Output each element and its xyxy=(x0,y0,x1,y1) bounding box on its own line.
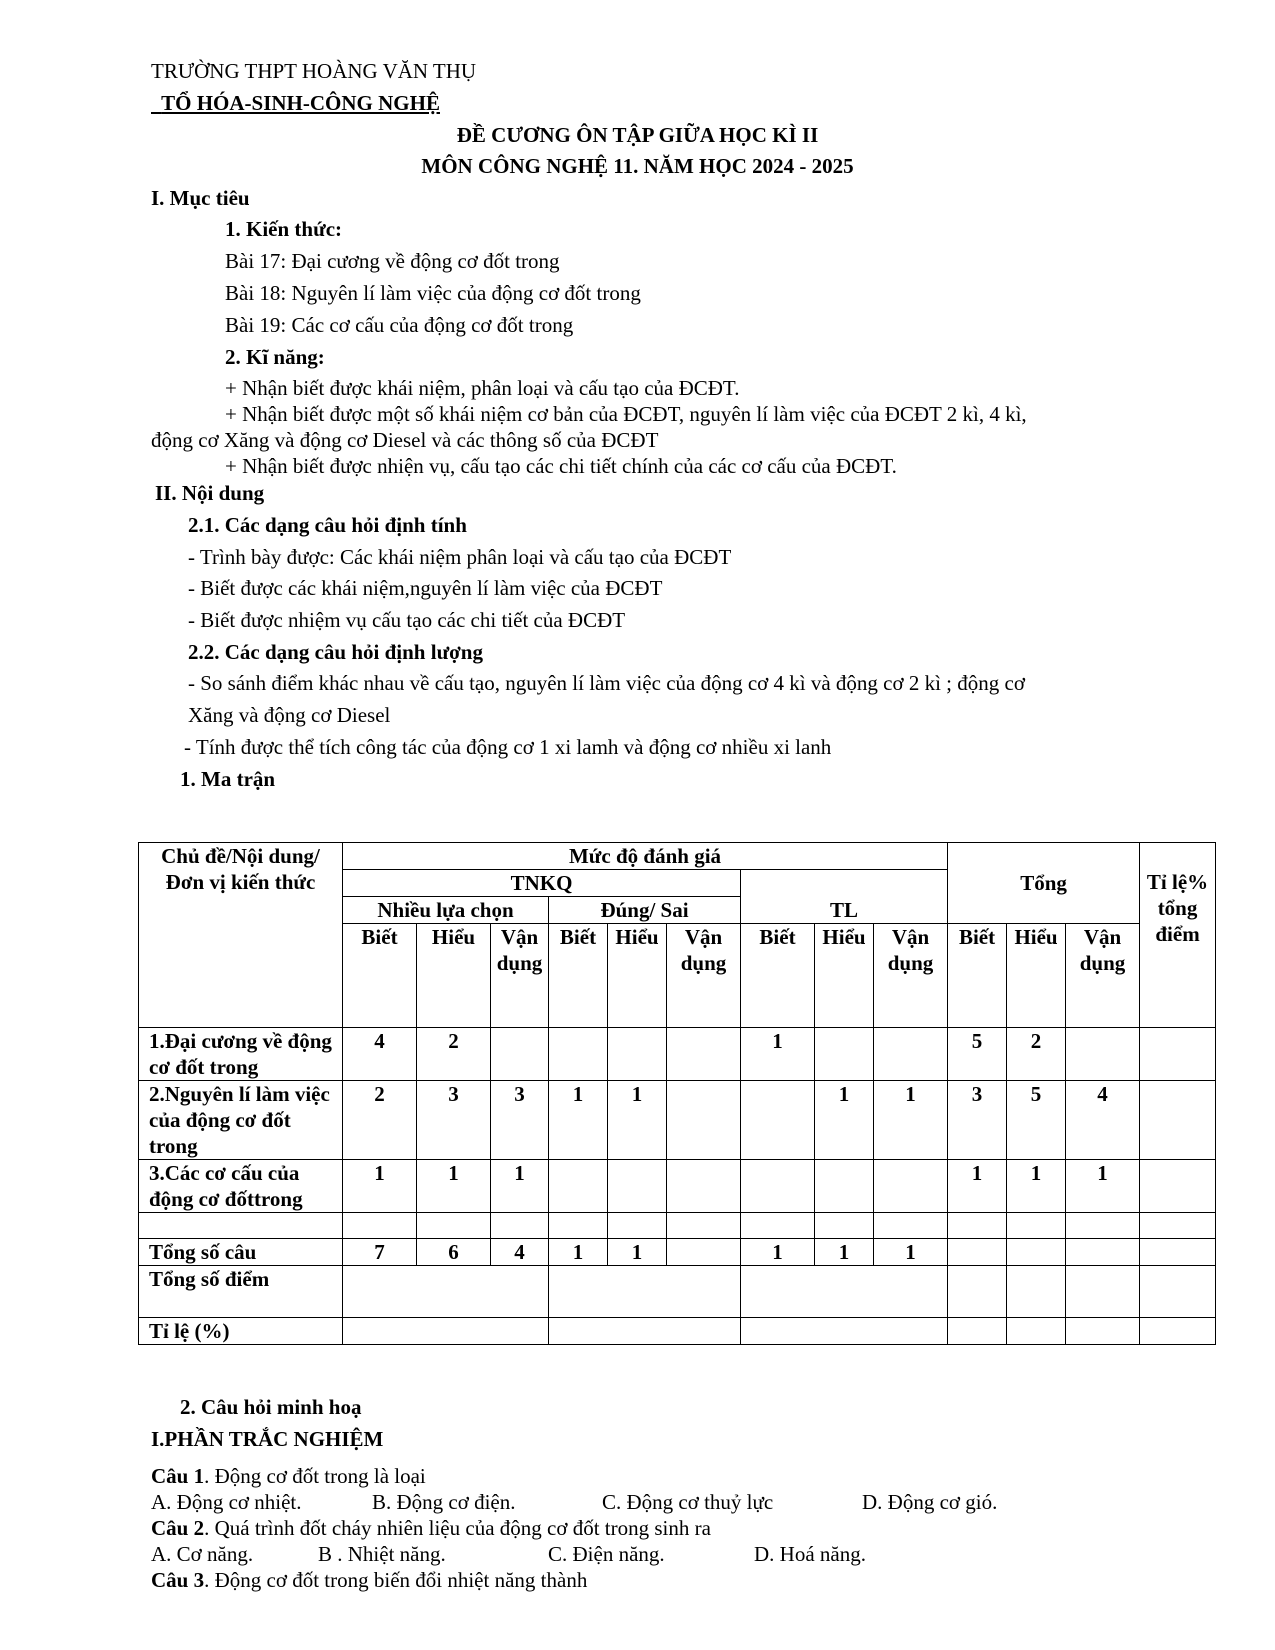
quantitative-heading: 2.2. Các dạng câu hỏi định lượng xyxy=(188,640,483,664)
topic-column-header: Chủ đề/Nội dung/Đơn vị kiến thức xyxy=(139,843,343,1028)
true-false-header: Đúng/ Sai xyxy=(549,897,741,924)
row-topic-label: 3.Các cơ cấu của động cơ đốttrong xyxy=(139,1160,343,1213)
table-cell xyxy=(741,1081,815,1160)
tl-header xyxy=(741,870,948,924)
answer-option: D. Hoá năng. xyxy=(754,1542,866,1566)
score-total-row xyxy=(139,1266,1216,1318)
table-cell xyxy=(948,1318,1007,1345)
table-cell: 1 xyxy=(417,1160,491,1213)
table-cell xyxy=(549,1266,741,1318)
level-header: Biết xyxy=(741,924,815,1028)
ratio-row xyxy=(139,1318,1216,1345)
table-cell xyxy=(1140,1213,1216,1239)
table-cell: 1 xyxy=(549,1081,608,1160)
table-cell: 4 xyxy=(343,1028,417,1081)
table-cell xyxy=(874,1160,948,1213)
table-cell xyxy=(549,1160,608,1213)
table-cell xyxy=(874,1213,948,1239)
table-cell: 5 xyxy=(948,1028,1007,1081)
table-cell: 4 xyxy=(1066,1081,1140,1160)
skill-item: + Nhận biết được nhiện vụ, cấu tạo các chi tiết chính của các cơ cấu của ĐCĐT. xyxy=(225,454,897,478)
table-cell xyxy=(667,1028,741,1081)
skill-item: + Nhận biết được khái niệm, phân loại và cấu tạo của ĐCĐT. xyxy=(225,376,740,400)
row-topic-label: 2.Nguyên lí làm việc của động cơ đốt trong xyxy=(139,1081,343,1160)
level-header: Hiểu xyxy=(608,924,667,1028)
table-cell: 1 xyxy=(815,1081,874,1160)
question-number: Câu 1 xyxy=(151,1464,205,1488)
table-cell xyxy=(1140,1266,1216,1318)
skills-heading: 2. Kĩ năng: xyxy=(225,345,325,369)
table-cell xyxy=(1140,1239,1216,1266)
table-row xyxy=(139,1239,1216,1266)
answer-option: A. Cơ năng. xyxy=(151,1542,254,1566)
document-title: ĐỀ CƯƠNG ÔN TẬP GIỮA HỌC KÌ II xyxy=(456,123,819,147)
table-cell xyxy=(1066,1028,1140,1081)
table-cell: 5 xyxy=(1007,1081,1066,1160)
table-cell: 1 xyxy=(343,1160,417,1213)
table-row xyxy=(139,1081,1216,1160)
total-header-text: Tổng xyxy=(1020,871,1067,895)
level-header: Vận dụng xyxy=(1066,924,1140,1028)
quantitative-item: - So sánh điểm khác nhau về cấu tạo, nguyên lí làm việc của động cơ 4 kì và động cơ 2 kì ; động cơ xyxy=(188,671,1025,695)
question-number: Câu 2 xyxy=(151,1516,205,1540)
table-cell xyxy=(667,1160,741,1213)
table-cell: 1 xyxy=(741,1028,815,1081)
section-objectives-heading: I. Mục tiêu xyxy=(151,186,250,210)
table-row xyxy=(139,1028,1216,1081)
department-name-text: TỔ HÓA-SINH-CÔNG NGHỆ xyxy=(161,91,440,115)
table-cell: 3 xyxy=(948,1081,1007,1160)
table-cell: 6 xyxy=(417,1239,491,1266)
question-text: . Quá trình đốt cháy nhiên liệu của động cơ đốt trong sinh ra xyxy=(204,1516,711,1540)
sample-questions-heading: 2. Câu hỏi minh hoạ xyxy=(180,1395,362,1419)
table-cell: 7 xyxy=(343,1239,417,1266)
qualitative-item: - Trình bày được: Các khái niệm phân loại và cấu tạo của ĐCĐT xyxy=(188,545,732,569)
row-topic-label: 1.Đại cương về động cơ đốt trong xyxy=(139,1028,343,1081)
section-content-heading: II. Nội dung xyxy=(155,481,265,505)
table-cell xyxy=(667,1213,741,1239)
answer-option: D. Động cơ gió. xyxy=(862,1490,998,1514)
level-header: Vận dụng xyxy=(667,924,741,1028)
answer-option: C. Động cơ thuỷ lực xyxy=(602,1490,774,1514)
table-cell: 3 xyxy=(417,1081,491,1160)
table-cell: 1 xyxy=(948,1160,1007,1213)
table-cell xyxy=(608,1213,667,1239)
document-subtitle: MÔN CÔNG NGHỆ 11. NĂM HỌC 2024 - 2025 xyxy=(421,154,854,178)
qualitative-heading: 2.1. Các dạng câu hỏi định tính xyxy=(188,513,467,537)
table-cell xyxy=(1066,1239,1140,1266)
ratio-column-header: Tỉ lệ% tổng điểm xyxy=(1140,843,1216,1028)
table-cell xyxy=(1007,1266,1066,1318)
table-cell xyxy=(1066,1213,1140,1239)
tnkq-header: TNKQ xyxy=(343,870,741,897)
multiple-choice-part-heading: I.PHẦN TRẮC NGHIỆM xyxy=(151,1427,384,1451)
skill-item: + Nhận biết được một số khái niệm cơ bản của ĐCĐT, nguyên lí làm việc của ĐCĐT 2 kì, 4 kì, xyxy=(225,402,1027,426)
table-cell xyxy=(1140,1318,1216,1345)
table-cell xyxy=(667,1081,741,1160)
table-cell xyxy=(491,1028,549,1081)
quantitative-item-continued: Xăng và động cơ Diesel xyxy=(188,703,391,727)
table-cell xyxy=(815,1213,874,1239)
department-name xyxy=(151,88,440,118)
table-cell xyxy=(608,1028,667,1081)
table-cell: 1 xyxy=(874,1081,948,1160)
quantitative-item: - Tính được thể tích công tác của động cơ 1 xi lamh và động cơ nhiều xi lanh xyxy=(184,735,832,759)
level-header: Hiểu xyxy=(815,924,874,1028)
level-header: Hiểu xyxy=(1007,924,1066,1028)
table-cell xyxy=(343,1266,549,1318)
row-topic-label xyxy=(139,1213,343,1239)
table-cell: 2 xyxy=(343,1081,417,1160)
score-total-label: Tổng số điểm xyxy=(139,1266,343,1318)
answer-option: C. Điện năng. xyxy=(548,1542,665,1566)
table-cell xyxy=(1140,1081,1216,1160)
table-cell xyxy=(417,1213,491,1239)
level-header: Vận dụng xyxy=(491,924,549,1028)
multiple-choice-header: Nhiều lựa chọn xyxy=(343,897,549,924)
question-text: . Động cơ đốt trong là loại xyxy=(204,1464,426,1488)
table-cell: 1 xyxy=(874,1239,948,1266)
table-cell xyxy=(741,1160,815,1213)
table-cell xyxy=(549,1028,608,1081)
level-header: Biết xyxy=(343,924,417,1028)
matrix-header-row xyxy=(139,843,1216,870)
table-cell: 3 xyxy=(491,1081,549,1160)
matrix-body xyxy=(139,1028,1216,1266)
table-cell xyxy=(1140,1028,1216,1081)
table-cell xyxy=(741,1318,948,1345)
table-cell xyxy=(1066,1266,1140,1318)
table-cell: 2 xyxy=(1007,1028,1066,1081)
question-number: Câu 3 xyxy=(151,1568,205,1592)
table-cell xyxy=(948,1266,1007,1318)
table-cell xyxy=(1140,1160,1216,1213)
question-text: . Động cơ đốt trong biến đổi nhiệt năng thành xyxy=(204,1568,588,1592)
table-cell: 1 xyxy=(1066,1160,1140,1213)
total-column-header xyxy=(948,843,1140,924)
qualitative-item: - Biết được nhiệm vụ cấu tạo các chi tiết của ĐCĐT xyxy=(188,608,626,632)
assessment-level-header: Mức độ đánh giá xyxy=(343,843,948,870)
table-cell xyxy=(815,1160,874,1213)
table-cell: 1 xyxy=(549,1239,608,1266)
table-cell xyxy=(343,1213,417,1239)
table-cell xyxy=(874,1028,948,1081)
table-cell: 2 xyxy=(417,1028,491,1081)
table-cell xyxy=(815,1028,874,1081)
table-cell: 1 xyxy=(741,1239,815,1266)
table-cell xyxy=(343,1318,549,1345)
level-header: Biết xyxy=(948,924,1007,1028)
table-cell: 1 xyxy=(608,1239,667,1266)
table-cell: 1 xyxy=(491,1160,549,1213)
table-cell xyxy=(549,1318,741,1345)
qualitative-item: - Biết được các khái niệm,nguyên lí làm việc của ĐCĐT xyxy=(188,576,663,600)
table-cell xyxy=(608,1160,667,1213)
table-cell: 1 xyxy=(608,1081,667,1160)
level-header: Biết xyxy=(549,924,608,1028)
table-cell: 4 xyxy=(491,1239,549,1266)
table-cell xyxy=(1007,1213,1066,1239)
table-cell xyxy=(667,1239,741,1266)
answer-option: B . Nhiệt năng. xyxy=(318,1542,446,1566)
answer-option: A. Động cơ nhiệt. xyxy=(151,1490,302,1514)
table-cell: 1 xyxy=(815,1239,874,1266)
row-topic-label: Tổng số câu xyxy=(139,1239,343,1266)
table-cell xyxy=(741,1213,815,1239)
skill-item-continued: động cơ Xăng và động cơ Diesel và các thông số của ĐCĐT xyxy=(151,428,659,452)
lesson-item: Bài 19: Các cơ cấu của động cơ đốt trong xyxy=(225,313,574,337)
assessment-matrix-table xyxy=(138,842,1216,1345)
table-cell xyxy=(948,1213,1007,1239)
table-cell xyxy=(1007,1239,1066,1266)
lesson-item: Bài 17: Đại cương về động cơ đốt trong xyxy=(225,249,560,273)
answer-option: B. Động cơ điện. xyxy=(372,1490,516,1514)
ratio-row-label: Tỉ lệ (%) xyxy=(139,1318,343,1345)
school-name: TRƯỜNG THPT HOÀNG VĂN THỤ xyxy=(151,59,477,83)
matrix-heading: 1. Ma trận xyxy=(180,767,276,791)
tl-header-text: TL xyxy=(830,898,859,922)
lesson-item: Bài 18: Nguyên lí làm việc của động cơ đốt trong xyxy=(225,281,641,305)
table-row xyxy=(139,1160,1216,1213)
level-header: Vận dụng xyxy=(874,924,948,1028)
table-cell xyxy=(948,1239,1007,1266)
table-cell xyxy=(1066,1318,1140,1345)
table-cell xyxy=(1007,1318,1066,1345)
table-row xyxy=(139,1213,1216,1239)
knowledge-heading: 1. Kiến thức: xyxy=(225,217,343,241)
table-cell xyxy=(741,1266,948,1318)
table-cell xyxy=(491,1213,549,1239)
table-cell xyxy=(549,1213,608,1239)
level-header: Hiểu xyxy=(417,924,491,1028)
question-3 xyxy=(151,1565,587,1595)
table-cell: 1 xyxy=(1007,1160,1066,1213)
